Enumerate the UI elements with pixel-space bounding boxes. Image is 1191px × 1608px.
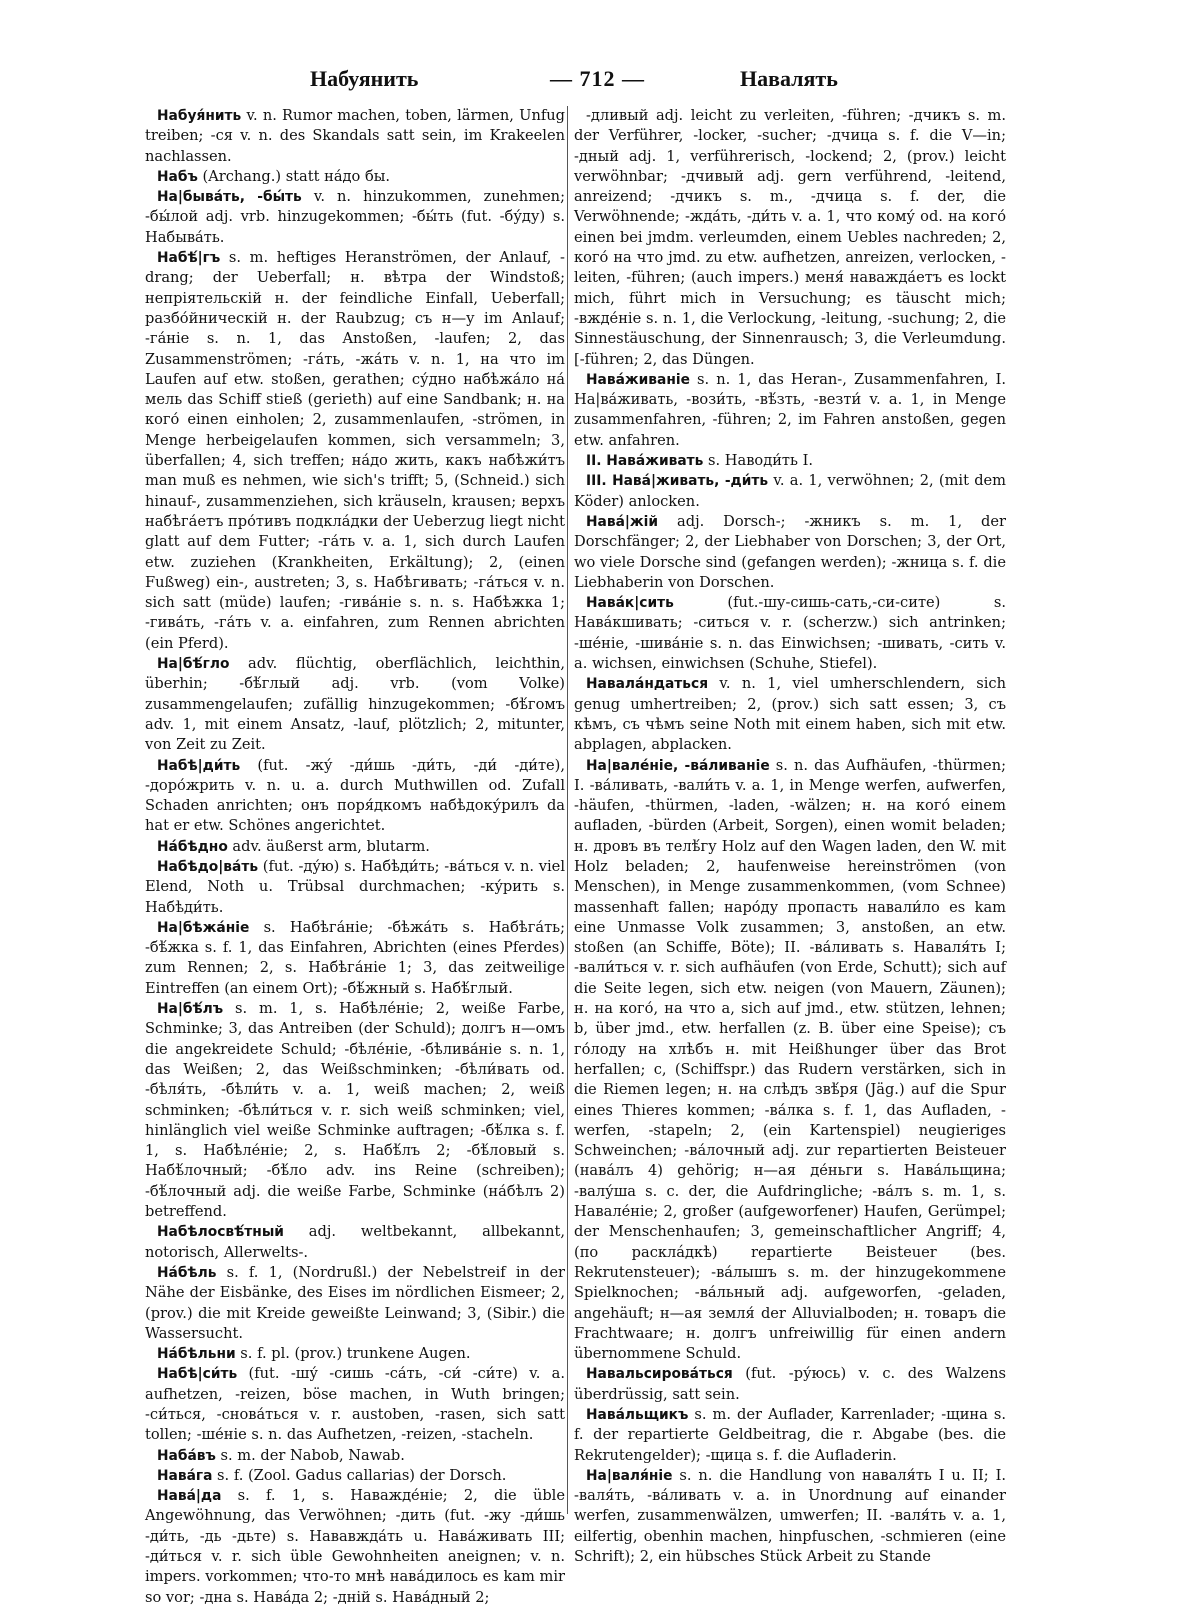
page-number: — 712 — (550, 66, 645, 91)
entry-definition: s. f. (Zool. Gadus callarias) der Dorsch. (212, 1466, 507, 1484)
entry-definition: s. m. der Nabob, Nawab. (215, 1446, 405, 1464)
entry-definition: (fut.-шу-сишь-сать,-си-сите) s. Нава́кшивать; -ситься v. r. (scherzw.) sich antrinken; -ше́ніе, -шива́ніе s. n. das Einwichsen; -шивать, -сить v. a. wichsen, einwichsen (Schuhe, Stiefel). (574, 594, 1006, 673)
entry-definition: s. f. pl. (prov.) trunkene Augen. (235, 1345, 471, 1363)
entry-definition: s. m. heftiges Heranströmen, der Anlauf, -drang; der Ueberfall; н. вѣтра der Windstoß; непріятельскій н. der feindliche Einfall, Ueberfall; разбо́йническій н. der Raubzug; съ н—у im Anlauf; -га́ніе s. n. 1, das Anstoßen, -laufen; 2, das Zusammenströmen; -га́ть, -жа́ть v. n. 1, на что im Laufen auf etw. stoßen, gerathen; су́дно набѣжа́ло на́ мель das Schiff stieß (gerieth) auf eine Sandbank; н. на кого́ einen einholen; 2, zusammenlaufen, -strömen, in Menge herbeigelaufen kommen, sich versammeln; 3, überfallen; 4, sich treffen; на́до жить, какъ набѣжи́тъ man muß es nehmen, wie sich's trifft; 5, (Schneid.) sich hinauf-, zusammenziehen, sich kräuseln, krausen; верхъ набѣга́етъ про́тивъ подкла́дки der Ueberzug liegt nicht glatt auf dem Futter; -га́ть v. a. 1, sich durch Laufen etw. zuziehen (Krankheiten, Erkältung); 2, (einen Fußweg) ein-, austreten; 3, s. Набѣгивать; -га́ться v. n. sich satt (müde) laufen; -гива́ніе s. n. s. Набѣжка 1; -гива́ть, -га́ть v. a. einfahren, zum Rennen abrichten (ein Pferd). (145, 249, 565, 652)
entry-definition: v. n. hinzukommen, zunehmen; -бы́лой adj. vrb. hinzugekommen; -бы́ть (fut. -бу́ду) s. Набыва́ть. (145, 188, 565, 246)
dictionary-entry (145, 167, 565, 187)
entry-headword: На|бѣ́гло (157, 656, 230, 673)
entry-definition: adv. äußerst arm, blutarm. (227, 837, 430, 855)
entry-headword: II. Нава́живать (586, 453, 704, 470)
dictionary-entry (574, 1364, 1006, 1405)
entry-definition: s. n. das Aufhäufen, -thürmen; I. -ва́ливать, -вали́ть v. a. 1, in Menge werfen, aufwerfen, -häufen, -thürmen, -laden, -wälzen; н. на кого́ einem aufladen, -bürden (Arbeit, Sorgen), einen womit beladen; н. дровъ въ телѣ́гу Holz auf den Wagen laden, den W. mit Holz beladen; 2, haufenweise hereinströmen (von Menschen), in Menge zusammenkommen, (vom Schnee) massenhaft fallen; наро́ду пропасть навали́ло es kam eine Unmasse Volk zusammen; 3, anstoßen, an etw. stoßen (an Schiffe, Böte); II. -ва́ливать s. Наваля́ть I; -вали́ться v. r. sich aufhäufen (von Erde, Schutt); sich auf die Seite legen, sich etw. neigen (von Mauern, Zäunen); н. на кого́, на что a, sich auf jmd., etw. stützen, lehnen; b, über jmd., etw. herfallen (z. B. über eine Speise); съ го́лоду на хлѣбъ н. mit Heißhunger über das Brot herfallen; c, (Schiffspr.) das Rudern verstärken, sich in die Riemen legen; н. на слѣдъ звѣ́ря (Jäg.) auf die Spur eines Thieres kommen; -ва́лка s. f. 1, das Aufladen, -werfen, -stapeln; 2, (ein Kartenspiel) neugieriges Schweinchen; -ва́лочный adj. zur repartierten Beisteuer (нава́лъ 4) gehörig; н—ая де́ньги s. Нава́льщина; -валу́ша s. c. der, die Aufdringliche; -ва́лъ s. m. 1, s. Навале́ніе; 2, großer (aufgeworfener) Haufen, Gerümpel; der Menschenhaufen; 3, gemeinschaftlicher Angriff; 4, (по расклáдкѣ) repartierte Beisteuer (bes. Rekrutensteuer); -ва́лышъ s. m. der hinzugekommene Spielknochen; -ва́льный adj. aufgeworfen, -geladen, angehäuft; н—ая земля́ der Alluvialboden; н. товаръ die Frachtwaare; н. долгъ unfreiwillig für einen andern übernommene Schuld. (574, 756, 1007, 1363)
entry-headword: Набѣ|ди́ть (157, 757, 241, 774)
dictionary-entry (145, 654, 565, 755)
dictionary-entry (145, 1364, 565, 1445)
entry-headword: На|бѣ́лъ (157, 1001, 224, 1018)
entry-definition: (fut. -шу́ -сишь -са́ть, -си́ -си́те) v. a. aufhetzen, -reizen, böse machen, in Wuth bringen; -си́ться, -снова́ться v. r. austoben, -rasen, sich satt tollen; -ше́ніе s. n. das Aufhetzen, -reizen, -stacheln. (145, 1365, 565, 1444)
entry-headword: На|бѣжа́ніе (157, 919, 250, 936)
entry-definition: s. n. 1, das Heran-, Zusammenfahren, I. На|ва́живать, -вози́ть, -вѣ́зть, -везти́ v. a. 1, in Menge zusammenfahren, -führen; 2, im Fahren anstoßen, gegen etw. anfahren. (574, 370, 1006, 449)
entry-headword: Нава́|жій (586, 513, 659, 530)
entry-definition: adj. weltbekannt, allbekannt, notorisch, Allerwelts-. (145, 1223, 565, 1261)
entry-definition: s. n. die Handlung von наваля́ть I u. II; I. -валя́ть, -ва́ливать v. a. in Unordnung auf einander werfen, zusammenwälzen, umwerfen; II. -валя́ть v. a. 1, eilfertig, obenhin machen, hinpfuschen, -schmieren (eine Schrift); 2, ein hübsches Stück Arbeit zu Stande (574, 1466, 1006, 1566)
entry-headword: III. Нава́|живать, -ди́ть (586, 473, 769, 490)
dictionary-entry (145, 1446, 565, 1466)
entry-definition: s. m. der Auflader, Karrenlader; -щина s. f. der repartierte Geldbeitrag, die r. Abgabe (bes. die Rekrutengelder); -щица s. f. die Aufladerin. (574, 1406, 1006, 1464)
dictionary-entry (145, 918, 565, 999)
entry-definition: -дливый adj. leicht zu verleiten, -führen; -дчикъ s. m. der Verführer, -locker, -sucher; -дчица s. f. die V—in; -дный adj. 1, verführerisch, -lockend; 2, (prov.) leicht verwöhnbar; -дчивый adj. gern verführend, -leitend, anreizend; -дчикъ s. m., -дчица s. f. der, die Verwöhnende; -жда́ть, -ди́ть v. a. 1, что кому́ od. на кого́ einen bei jmdm. verleumden, einem Uebles nachreden; 2, кого́ на что jmd. zu etw. aufhetzen, anreizen, verlocken, -leiten, -führen; (auch impers.) меня́ наважда́етъ es lockt mich, führt mich in Versuchung; es täuscht mich; -вжде́ніе s. n. 1, die Verlockung, -leitung, -suchung; 2, die Sinnestäuschung, der Sinnenrausch; 3, die Verleumdung. [-führen; 2, das Düngen. (574, 107, 1006, 368)
entry-headword: Нава́живаніе (586, 371, 690, 388)
entry-definition: s. f. 1, s. Наважде́ніе; 2, die üble Angewöhnung, das Verwöhnen; -дить (fut. -жу -ди́шь -ди́ть, -дь -дьте) s. Нававжда́ть u. Нава́живать III; -ди́ться v. r. sich üble Gewohnheiten aneignen; v. n. impers. vorkommen; что-то мнѣ нава́дилось es kam mir so vor; -дна s. Нава́да 2; -дній s. Нава́дный 2; (145, 1487, 565, 1606)
dictionary-entry (145, 1486, 565, 1608)
dictionary-entry (145, 248, 565, 654)
dictionary-entry (574, 512, 1006, 593)
entry-headword: На|валя́ніе (586, 1467, 673, 1484)
dictionary-entry (145, 999, 565, 1222)
dictionary-entry (574, 370, 1006, 451)
entry-definition: adv. flüchtig, oberflächlich, leichthin, überhin; -бѣ́глый adj. vrb. (vom Volke) zusammengelaufen; zufällig hinzugekommen; -бѣ́гомъ adv. 1, mit einem Ansatz, -lauf, plötzlich; 2, mitunter, von Zeit zu Zeit. (145, 655, 565, 754)
entry-headword: Нава́га (157, 1467, 213, 1484)
entry-definition: (Archang.) statt на́до бы. (197, 167, 390, 185)
dictionary-entry (145, 857, 565, 918)
dictionary-entry (145, 837, 565, 857)
running-headword-right: Навалять (740, 66, 838, 91)
entry-definition: s. m. 1, s. Набѣле́ніе; 2, weiße Farbe, Schminke; 3, das Antreiben (der Schuld); долгъ н—омъ die angekreidete Schuld; -бѣле́ніе, -бѣлива́ніе s. n. 1, das Weißen; 2, das Weißschminken; -бѣли́вать od. -бѣля́ть, -бѣли́ть v. a. 1, weiß machen; 2, weiß schminken; -бѣли́ться v. r. sich weiß schminken; viel, hinlänglich viel weiße Schminke auftragen; -бѣ́лка s. f. 1, s. Набѣле́ніе; 2, s. Набѣ́лъ 2; -бѣ́ловый s. Набѣ́лочный; -бѣ́ло adv. ins Reine (schreiben); -бѣ́лочный adj. die weiße Farbe, Schminke (на́бѣлъ 2) betreffend. (145, 1000, 565, 1221)
entry-headword: Нава́к|сить (586, 595, 674, 612)
entry-definition: v. n. Rumor machen, toben, lärmen, Unfug treiben; -ся v. n. des Skandals satt sein, im Krakeelen nachlassen. (145, 107, 565, 165)
dictionary-entry (145, 756, 565, 837)
entry-headword: Набуя́нить (157, 108, 242, 124)
entry-definition: v. n. 1, viel umherschlendern, sich genug umhertreiben; 2, (prov.) sich satt essen; 3, съ кѣмъ, съ чѣмъ seine Noth mit einem haben, sich mit etw. abplagen, abplacken. (574, 675, 1006, 754)
page-header (150, 66, 1020, 106)
entry-definition: (fut. -ду́ю) s. Набѣди́ть; -ва́ться v. n. viel Elend, Noth u. Trübsal durchmachen; -ку́рить s. Набѣди́ть. (145, 857, 565, 916)
dictionary-entry (574, 756, 1006, 1365)
dictionary-entry (145, 1466, 565, 1486)
entry-definition: adj. Dorsch-; -жникъ s. m. 1, der Dorschfänger; 2, der Liebhaber von Dorschen; 3, der Ort, wo viele Dorsche sind (gefangen werden); -жница s. f. die Liebhaberin von Dorschen. (574, 512, 1006, 591)
entry-headword: На|вале́ніе, -ва́ливаніе (586, 757, 770, 774)
entry-definition: (fut. -жу́ -ди́шь -ди́ть, -ди́ -ди́те), -доро́жрить v. n. u. a. durch Muthwillen od. Zufall Schaden anrichten; онъ поря́дкомъ набѣдоку́рилъ da hat er etw. Schönes angerichtet. (145, 756, 565, 835)
entry-headword: Навала́ндаться (586, 676, 709, 693)
dictionary-entry (574, 471, 1006, 512)
dictionary-entry (574, 674, 1006, 755)
entry-definition: (fut. -ру́юсь) v. c. des Walzens überdrüssig, satt sein. (574, 1365, 1006, 1403)
dictionary-entry (574, 1466, 1006, 1567)
dictionary-entry (145, 1263, 565, 1344)
entry-headword: Набѣлосвѣ́тный (157, 1224, 284, 1241)
entry-headword: На́бѣльни (157, 1346, 236, 1363)
entry-headword: Нава́льщикъ (586, 1407, 689, 1423)
entry-headword: Набѣ|си́ть (157, 1366, 238, 1383)
dictionary-entry (145, 106, 565, 167)
entry-headword: Набѣдо|ва́ть (157, 858, 259, 875)
entry-headword: Набѣ́|гъ (157, 250, 221, 267)
dictionary-entry (574, 593, 1006, 674)
entry-headword: Нава́|да (157, 1488, 222, 1505)
dictionary-entry (145, 187, 565, 248)
dictionary-entry (574, 451, 1006, 471)
entry-definition: s. f. 1, (Nordrußl.) der Nebelstreif in der Nähe der Eisbänke, des Eises im nördlichen Eismeer; 2, (prov.) die mit Kreide geweißte Leinwand; 3, (Sibir.) die Wassersucht. (145, 1263, 565, 1342)
dictionary-entry (574, 106, 1006, 370)
right-column (574, 106, 1007, 1566)
dictionary-entry (574, 1405, 1006, 1466)
entry-headword: Набъ (157, 168, 198, 185)
entry-definition: s. Набѣга́ніе; -бѣжа́ть s. Набѣга́ть; -бѣ́жка s. f. 1, das Einfahren, Abrichten (eines Pferdes) zum Rennen; 2, s. Набѣга́ніе 1; 3, das zeitweilige Eintreffen (an einem Ort); -бѣ́жный s. Набѣ́глый. (145, 918, 565, 997)
entry-headword: Наба́въ (157, 1447, 216, 1464)
entry-headword: На|быва́ть, -бы́ть (157, 189, 302, 206)
left-column (145, 106, 565, 1606)
running-headword-left: Набуянить (310, 66, 419, 91)
entry-headword: На́бѣдно (157, 838, 228, 855)
entry-headword: На́бѣль (157, 1264, 217, 1281)
entry-definition: s. Наводи́ть I. (703, 452, 813, 470)
dictionary-entry (145, 1344, 565, 1364)
entry-definition: v. a. 1, verwöhnen; 2, (mit dem Köder) anlocken. (574, 472, 1007, 510)
dictionary-entry (145, 1222, 565, 1263)
column-divider (567, 106, 568, 1514)
entry-headword: Навальсирова́ться (586, 1366, 733, 1383)
